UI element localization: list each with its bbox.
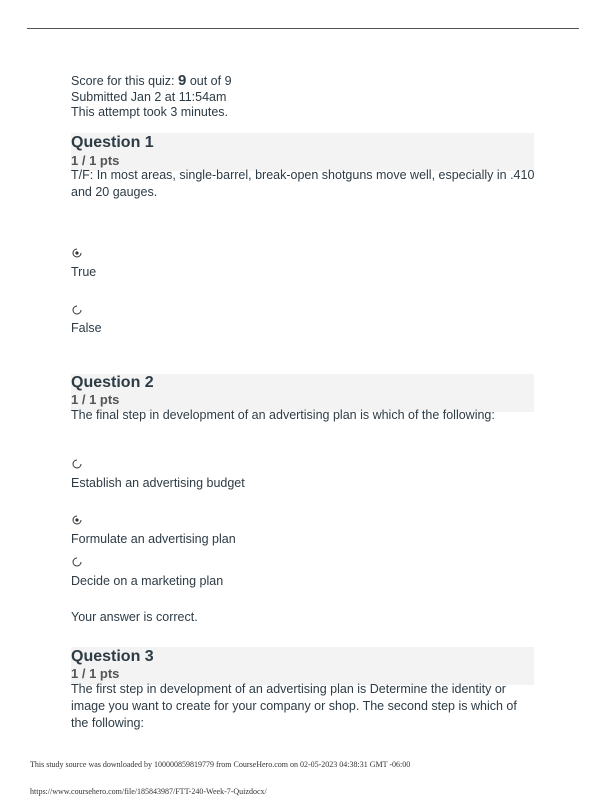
- download-notice: This study source was downloaded by 100000859819779 from CourseHero.com on 02-05-2023 04:38:31 GMT -06:00: [30, 760, 411, 769]
- attempt-duration: This attempt took 3 minutes.: [71, 105, 229, 119]
- submitted-time: Submitted Jan 2 at 11:54am: [71, 90, 227, 104]
- question-2-answer-2[interactable]: Formulate an advertising plan: [71, 532, 236, 546]
- question-2-text: The final step in development of an advertising plan is which of the following:: [71, 408, 495, 422]
- question-2-answer-1[interactable]: Establish an advertising budget: [71, 476, 245, 490]
- radio-selected-icon[interactable]: [72, 515, 82, 525]
- question-3-text: The first step in development of an advertising plan is Determine the identity or image you want to create for your company or shop. The second step is which of the following:: [71, 682, 517, 730]
- question-1-points: 1 / 1 pts: [71, 153, 120, 168]
- top-divider: [27, 28, 579, 29]
- score-suffix: out of 9: [186, 74, 232, 88]
- question-1-title: Question 1: [71, 134, 154, 151]
- question-2-answer-3[interactable]: Decide on a marketing plan: [71, 574, 224, 588]
- radio-unselected-icon[interactable]: [72, 305, 82, 315]
- radio-unselected-icon[interactable]: [72, 557, 82, 567]
- source-url[interactable]: https://www.coursehero.com/file/185843987/FTT-240-Week-7-Quizdocx/: [30, 787, 267, 796]
- score-value: 9: [178, 72, 187, 89]
- question-1-answer-false[interactable]: False: [71, 321, 102, 335]
- score-prefix: Score for this quiz:: [71, 74, 178, 88]
- question-3-points: 1 / 1 pts: [71, 666, 120, 681]
- radio-selected-icon[interactable]: [72, 248, 82, 258]
- question-2-feedback: Your answer is correct.: [71, 610, 198, 624]
- question-1-answer-true[interactable]: True: [71, 265, 97, 279]
- quiz-score: [71, 73, 232, 89]
- question-2-points: 1 / 1 pts: [71, 392, 120, 407]
- question-1-text: T/F: In most areas, single-barrel, break-open shotguns move well, especially in .410 and 20 gauges.: [71, 168, 535, 199]
- question-2-title: Question 2: [71, 374, 154, 391]
- question-3-title: Question 3: [71, 648, 154, 665]
- radio-unselected-icon[interactable]: [72, 459, 82, 469]
